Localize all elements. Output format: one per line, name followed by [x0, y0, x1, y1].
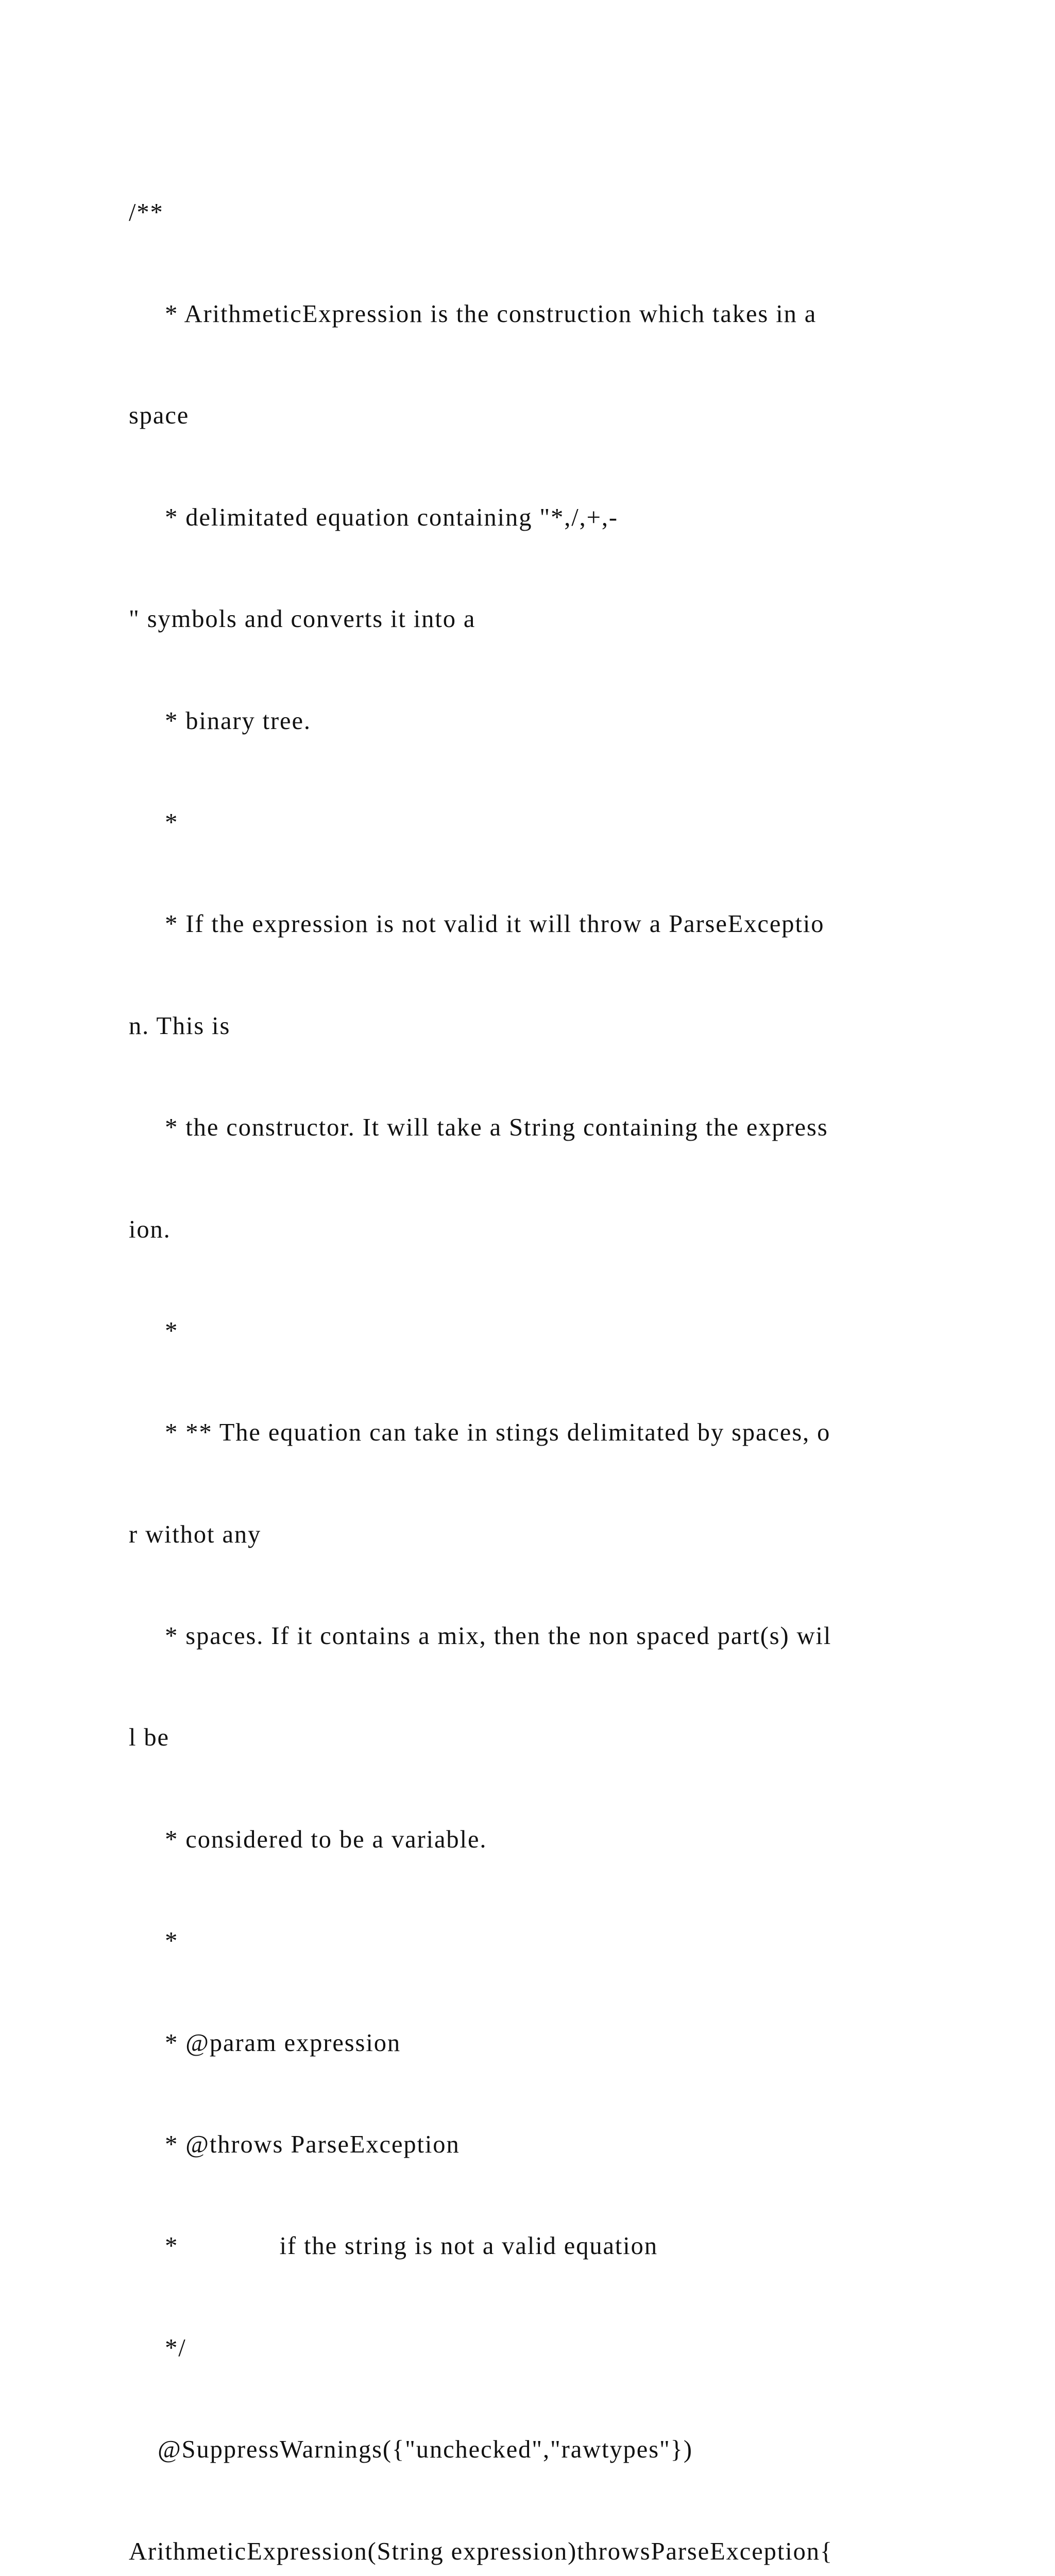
code-line: * spaces. If it contains a mix, then the non spaced part(s) wil	[129, 1622, 832, 1650]
code-line: r withot any	[129, 1520, 262, 1548]
code-line: * If the expression is not valid it will throw a ParseExceptio	[129, 910, 825, 938]
code-line: * @param expression	[129, 2029, 401, 2057]
code-line: *	[129, 808, 186, 836]
code-line: " symbols and converts it into a	[129, 605, 476, 633]
code-line: *	[129, 1317, 186, 1345]
code-line: n. This is	[129, 1012, 231, 1040]
code-line: space	[129, 402, 190, 430]
code-line: @SuppressWarnings({"unchecked","rawtypes"})	[129, 2436, 693, 2464]
code-line: * delimitated equation containing "*,/,+,-	[129, 503, 618, 531]
code-line: * ArithmeticExpression is the construction which takes in a	[129, 300, 824, 328]
code-line: * ** The equation can take in stings delimitated by spaces, o	[129, 1419, 831, 1447]
code-line: * binary tree.	[129, 707, 311, 735]
code-line: */	[129, 2334, 186, 2362]
code-line: /**	[129, 198, 164, 226]
code-line: ArithmeticExpression(String expression)throwsParseException{	[129, 2537, 833, 2565]
code-line: * considered to be a variable.	[129, 1825, 487, 1853]
code-line: ion.	[129, 1215, 171, 1243]
code-text-block	[129, 128, 979, 2576]
code-line: * the constructor. It will take a String containing the express	[129, 1114, 828, 1142]
code-line: *	[129, 1927, 186, 1955]
code-line: * @throws ParseException	[129, 2131, 460, 2159]
code-line: * if the string is not a valid equation	[129, 2232, 658, 2260]
code-line: l be	[129, 1724, 169, 1752]
